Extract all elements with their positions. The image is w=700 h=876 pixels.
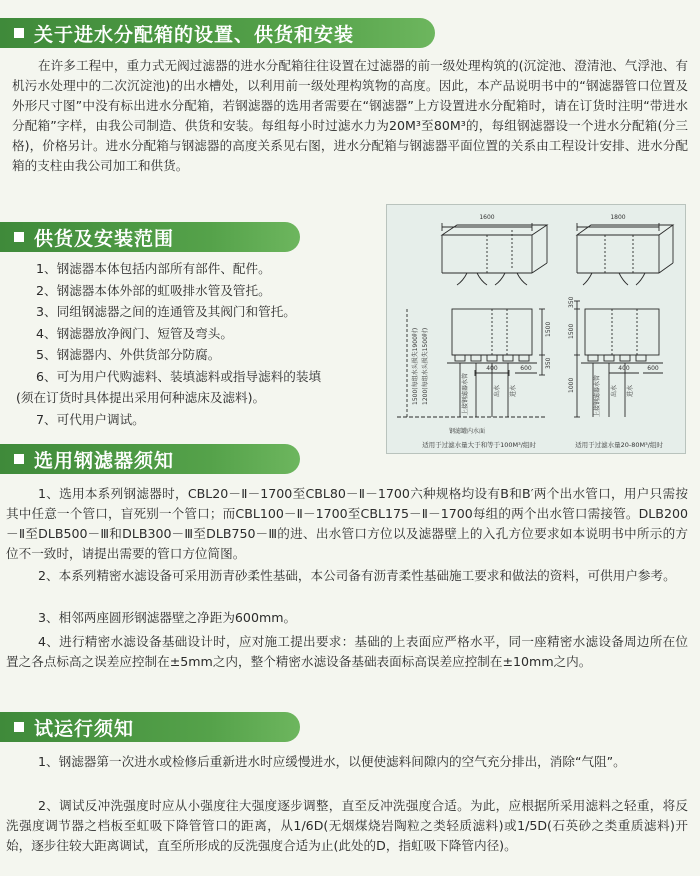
selection-note-4: 4、进行精密水滤设备基础设计时，应对施工提出要求：基础的上表面应严格水平，同一座精密水滤设备周边所在位置之各点标高之误差应控制在±5mm之内，整个精密水滤设备基础表面标高误差应控制在±10mm之内。	[6, 634, 688, 669]
vertical-note: 钢滤罐内水面	[449, 428, 486, 435]
vertical-note: 1200(每组水头损失1500时)	[422, 327, 429, 405]
selection-note-1: 1、选用本系列钢滤器时，CBL20－Ⅱ－1700至CBL80－Ⅱ－1700六种规格均设有B和B′两个出水管口，用户只需按其中任意一个管口，盲死别一个管口；而CBL100－Ⅱ－1700至CBL175－Ⅱ－1700每组的两个出水管口需接管。DLB200－Ⅱ至DLB500－Ⅲ和DLB300－Ⅲ至DLB750－Ⅲ的进、出水管口方位以及滤器壁上的入孔方位要求如本说明书中所示的方位不一致时，请提出需要的管口方位简图。	[6, 486, 688, 561]
vertical-note: 上接钢滤器水管	[594, 374, 601, 417]
vertical-note: 出水	[611, 384, 618, 397]
section-title: 试运行须知	[34, 717, 135, 740]
intake-box-paragraph: 在许多工程中，重力式无阀过滤器的进水分配箱往往设置在过滤器的前一级处理构筑的(沉淀池、澄清池、气浮池、有机污水处理中的二次沉淀池)的出水槽处，以利用前一级处理构筑物的高度。因此，本产品说明书中的“钢滤器管口位置及外形尺寸图”中没有标出进水分配箱，若钢滤器的选用者需要在“钢滤器”上方设置进水分配箱时，请在订货时注明“带进水分配箱”字样，由我公司制造、供货和安装。每组每小时过滤水力为20M³至80M³的，每组钢滤器设一个进水分配箱(分三格)，价格另计。进水分配箱与钢滤器的高度关系见右图，进水分配箱与钢滤器平面位置的关系由工程设计安排、进水分配箱的支柱由我公司加工和供货。	[12, 58, 688, 173]
trial-run-note-1: 1、钢滤器第一次进水或检修后重新进水时应缓慢进水，以便使滤料间隙内的空气充分排出，消除“气阻”。	[38, 754, 626, 769]
list-item: 4、钢滤器放净阀门、短管及弯头。	[36, 325, 233, 341]
figure-caption-right: 适用于过滤水量20-80M³/组时	[575, 441, 663, 449]
supply-scope-list	[10, 258, 380, 430]
section-banner-supply-scope	[0, 222, 300, 252]
dim-label: 1000	[568, 377, 575, 393]
section-banner-trial-run	[0, 712, 300, 742]
list-item: 7、可代用户调试。	[36, 411, 145, 427]
dim-label: 350	[545, 357, 552, 369]
vertical-note: 进水	[510, 384, 517, 397]
bullet-square-icon	[14, 28, 24, 38]
dim-label: 1500	[545, 321, 552, 337]
bullet-square-icon	[14, 454, 24, 464]
section-banner-selection-notes	[0, 444, 300, 474]
list-item: 5、钢滤器内、外供货部分防腐。	[36, 347, 221, 362]
vertical-note: 出水	[494, 384, 501, 397]
list-item: 6、可为用户代购滤料、装填滤料或指导滤料的装填	[36, 368, 322, 384]
vertical-note: 上接钢滤器水管	[462, 372, 469, 415]
dim-label: 1500	[568, 323, 575, 339]
dim-label: 400	[486, 365, 498, 372]
section-title: 选用钢滤器须知	[34, 449, 175, 472]
section-title: 关于进水分配箱的设置、供货和安装	[34, 23, 355, 46]
figure-caption-left: 适用于过滤水量大于和等于100M³/组时	[422, 441, 536, 449]
bullet-square-icon	[14, 722, 24, 732]
list-item: 1、钢滤器本体包括内部所有部件、配件。	[36, 261, 271, 276]
list-item: (须在订货时具体提出采用何种滤床及滤料)。	[16, 390, 266, 405]
diagram-svg	[387, 205, 685, 453]
vertical-note: 1500(每组水头损失1900时)	[412, 327, 419, 405]
height-relation-diagram	[386, 204, 686, 454]
dim-label: 600	[520, 365, 532, 372]
selection-note-2: 2、本系列精密水滤设备可采用沥青砂柔性基础，本公司备有沥青柔性基础施工要求和做法的资料，可供用户参考。	[38, 568, 676, 583]
dim-label: 350	[568, 296, 575, 308]
dim-label: 1800	[610, 214, 626, 221]
section-title: 供货及安装范围	[34, 227, 175, 250]
vertical-note: 进水	[627, 384, 634, 397]
dim-label: 600	[647, 365, 659, 372]
selection-note-3: 3、相邻两座圆形钢滤器壁之净距为600mm。	[38, 610, 297, 625]
dim-label: 400	[618, 365, 630, 372]
list-item: 2、钢滤器本体外部的虹吸排水管及管托。	[36, 282, 271, 298]
list-item: 3、同组钢滤器之间的连通管及其阀门和管托。	[36, 304, 296, 319]
dim-label: 1600	[479, 214, 495, 221]
section-banner-intake-box	[0, 18, 435, 48]
bullet-square-icon	[14, 232, 24, 242]
trial-run-note-2: 2、调试反冲洗强度时应从小强度往大强度逐步调整，直至反冲洗强度合适。为此，应根据所采用滤料之轻重，将反洗强度调节器之档板至虹吸下降管管口的距离，从1/6D(无烟煤烧岩陶粒之类轻质滤料)或1/5D(石英砂之类重质滤料)开始，逐步往较大距离调试，直至所形成的反洗强度合适为止(此处的D，指虹吸下降管内径)。	[6, 798, 688, 853]
